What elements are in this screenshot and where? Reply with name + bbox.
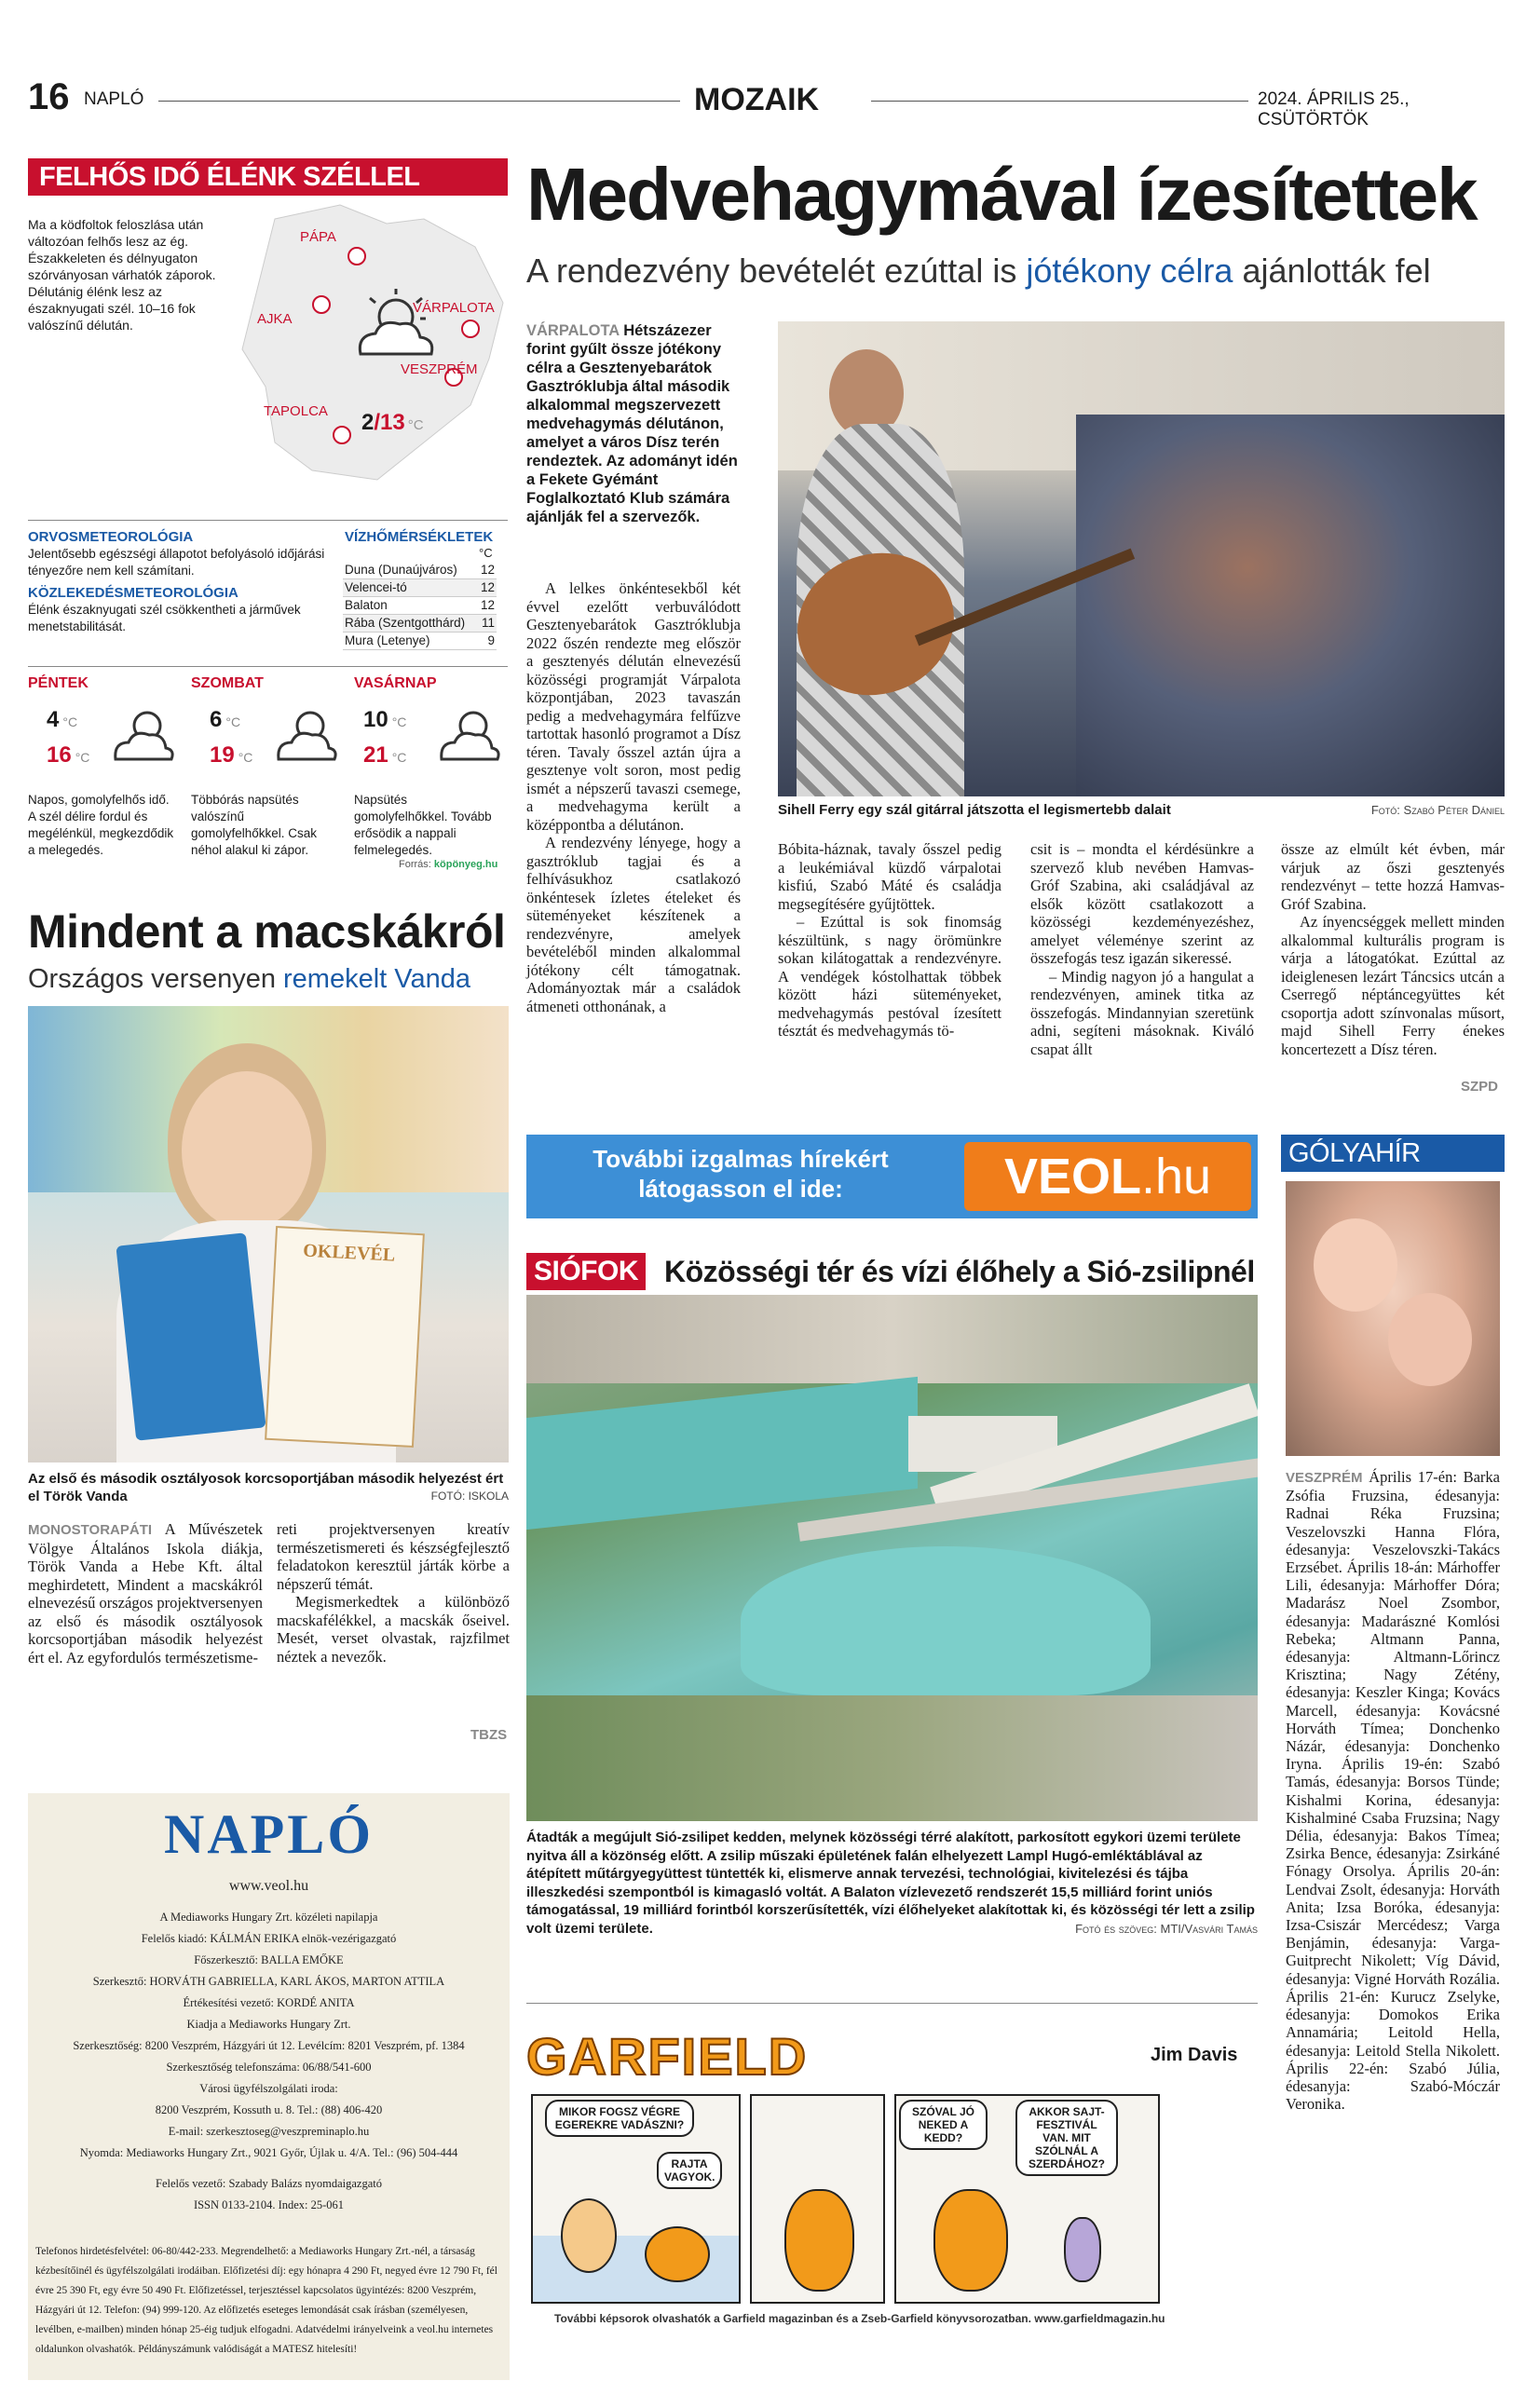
map-temperature: 2/13 °C [361, 410, 424, 435]
water-unit: °C [479, 546, 493, 560]
water-table [343, 561, 497, 650]
siofok-caption: Átadták a megújult Sió-zsilipet kedden, melynek közösségi térré alakított, parkosított egykori üzemi területe nyitva áll a közönség előtt. A zsilip műszaki épületének falán elhelyezett Lampl Hugó-emléktáblával az átépített műtárgyegyüttest tüntették ki, elismerve annak tervezési, technológiai, kivitelezési és tájba illeszkedési szempontból is kimagasló voltát. A Balaton vízlevezető rendszerét 15,5 milliárd forint uniós támogatással, 19 milliárd forintból korszerűsítették, vízi élőhelyeket alakítottak ki, és közösségi tér lett a zsilip volt üzemi területe. Fotó és szöveg: MTI/Vasvári Tamás [526, 1830, 1258, 1937]
forecast-day: PÉNTEK 4 °C 16 °C Napos, gomolyfelhős idő. A szél délire fordul és megélénkül, megkezdődik a melegedés. [28, 675, 182, 862]
orvos-title: ORVOSMETEOROLÓGIA [28, 529, 194, 545]
speech-bubble: SZÓVAL JÓ NEKED A KEDD? [899, 2100, 988, 2150]
weather-panel [28, 158, 508, 880]
table-row: Balaton 12 [345, 598, 495, 612]
weather-title: FELHŐS IDŐ ÉLÉNK SZÉLLEL [28, 158, 508, 196]
cats-subhead: Országos versenyen remekelt Vanda [28, 964, 470, 994]
babies-photo [1286, 1181, 1500, 1456]
map-city-papa: PÁPA [300, 229, 336, 245]
comic-panel [750, 2094, 885, 2304]
speech-bubble: MIKOR FOGSZ VÉGRE EGEREKRE VADÁSZNI? [545, 2100, 694, 2137]
sun-cloud-icon [438, 703, 503, 769]
main-subhead: A rendezvény bevételét ezúttal is jótékony célra ajánlották fel [526, 252, 1431, 290]
concert-photo [778, 321, 1505, 796]
paper-name: NAPLÓ [84, 89, 144, 109]
table-row: Velencei-tó 12 [345, 580, 495, 594]
forecast-day: SZOMBAT 6 °C 19 °C Többórás napsütés valószínű gomolyfelhőkkel. Csak néhol alakul ki zápor. [191, 675, 345, 862]
cats-photo [28, 1006, 509, 1462]
sun-cloud-icon [112, 703, 177, 769]
main-col-1: A lelkes önkéntesekből két évvel ezelőtt verbuválódott Gesztenyebarátok Gasztróklubja 2022 őszén rendezte meg először a gesztenyés délután elnevezésű közösségi programját Várpalota központjában, 2023 tavaszán pedig a medvehagymára felfűzve tartottak hasonló programot a Dísz téren. Tavaly ősszel aztán újra a gesztenye volt soron, most pedig ismét a népszerű tavaszi csemege, a medvehagyma került a középpontba a délutánon. A rendezvény lényege, hogy a gasztróklub tagjai és a felhívásukhoz csatlakozó önkéntesek ízletes ételeket és süteményeket készítenek a rendezvényre, amelyek bevételéből minden alkalommal jótékony célt támogatnak. Adományoztak már a családok átmeneti otthonának, a [526, 579, 741, 1015]
kozl-title: KÖZLEKEDÉSMETEOROLÓGIA [28, 585, 238, 601]
orvos-text: Jelentősebb egészségi állapotot befolyásoló időjárási tényezőre nem kell számítani. [28, 547, 325, 578]
cats-col-2: reti projektversenyen kreatív természetismereti és készségfejlesztő feladatokon keresztül járták körbe a népszerű témát. Megismerkedtek a különböző macskafélékkel, a macskák őseivel. Mesét, verset olvastak, rajzfilmet néztek a nevezők. [277, 1520, 510, 1666]
cats-signature: TBZS [470, 1727, 508, 1743]
speech-bubble: RAJTA VAGYOK. [657, 2152, 722, 2189]
veol-promo-banner[interactable]: További izgalmas hírekért látogasson el ide: VEOL.hu [526, 1135, 1258, 1218]
concert-caption: Sihell Ferry egy szál gitárral játszotta el legismertebb dalait Fotó: Szabó Péter Dániel [778, 802, 1505, 818]
sun-cloud-icon [275, 703, 340, 769]
table-row: Rába (Szentgotthárd) 11 [345, 616, 495, 630]
speech-bubble: AKKOR SAJT-FESZTIVÁL VAN. MIT SZÓLNÁL A SZERDÁHOZ? [1015, 2100, 1118, 2176]
table-row: Mura (Letenye) 9 [345, 633, 495, 647]
siofok-headline: Közösségi tér és vízi élőhely a Sió-zsilipnél [664, 1255, 1255, 1288]
weather-intro: Ma a ködfoltok feloszlása után változóan felhős lesz az ég. Északkeleten és délnyugaton szórványosan várhatók záporok. Délutánig élénk lesz az északnyugati szél. 10–16 fok valószínű délután. [28, 217, 216, 333]
page-header [28, 76, 1498, 129]
cats-headline: Mindent a macskákról [28, 905, 506, 958]
imprint-logo: NAPLÓ [164, 1803, 374, 1865]
main-col-4: össze az elmúlt két évben, már várjuk az őszi gesztenyés rendezvényt – tette hozzá Hamvas-Gróf Szabina. Az ínyencséggek mellett minden alkalommal kulturális program is várja a látogatókat. Ezúttal az ideiglenesen lezárt Táncsics utcán a Cserregő néptáncegyüttes két csoportja adott színvonalas műsort, majd Sihell Ferry énekes koncertezett a Dísz téren. [1281, 840, 1505, 1058]
forecast-day: VASÁRNAP 10 °C 21 °C Napsütés gomolyfelhőkkel. Tovább erősödik a nappali felmelegedés. [354, 675, 508, 862]
water-title: VÍZHŐMÉRSÉKLETEK [345, 529, 494, 545]
golya-panel [1281, 1135, 1505, 2374]
main-lead: VÁRPALOTA Hétszázezer forint gyűlt össze jótékony célra a Gesztenyebarátok Gasztróklubja által második alkalommal megszervezett medvehagymás délutánon, amelyet a város Dísz terén rendeztek. Az adományt idén a Fekete Gyémánt Foglalkoztató Klub számára ajánlják fel a szervezők. [526, 322, 738, 525]
map-city-veszprem: VESZPRÉM [401, 361, 478, 377]
golya-text: VESZPRÉM Április 17-én: Barka Zsófia Fruzsina, édesanyja: Radnai Réka Fruzsina; Veszelovszki Hanna Flóra, édesanyja: Veszelovszki-Takács Erzsébet. Április 18-án: Márhoffer Lili, édesanyja: Márhoffer Dóra; Madarász Noel Zsombor, édesanyja: Madarászné Komlósi Rebeka; Altmann Panna, édesanyja: Altmann-Lőrincz Krisztina; Nagy Zétény, édesanyja: Keszler Kinga; Kovács Marcell, édesanyja: Kovácsné Horváth Tímea; Donchenko Názár, édesanyja: Donchenko Iryna. Április 19-én: Szabó Tamás, édesanyja: Borsos Tünde; Kishalmi Korina, édesanyja: Kishalminé Csaba Fruzsina; Nagy Délia, édesanyja: Bakos Tímea; Zsirka Bence, édesanyja: Zsirkáné Fónagy Orsolya. Április 20-án: Lendvai Zsolt, édesanyja: Horváth Anita; Izsa Boróka, édesanyja: Izsa-Csiszár Mercédesz; Varga Benjámin, édesanyja: Varga-Guitprecht Nikolett; Víg Dávid, édesanyja: Vigné Horváth Rozália. Április 21-én: Kurucz Zselyke, édesanyja: Domokos Erika Annamária; Leitold Hella, édesanyja: Leitold Stella Nikolett. Április 22-én: Szabó Júlia, édesanyja: Szabó-Móczár Veronika. [1286, 1468, 1500, 2114]
cats-caption: Az első és második osztályosok korcsoportjában második helyezést ért el Török Vanda FOTÓ: ISKOLA [28, 1471, 509, 1504]
garfield-logo: GARFIELD [526, 2027, 809, 2086]
imprint-url: www.veol.hu [228, 1878, 309, 1894]
table-row: Duna (Dunaújváros) 12 [343, 561, 497, 578]
weather-source: Forrás: köpönyeg.hu [399, 859, 498, 870]
diploma-title: OKLEVÉL [302, 1240, 396, 1266]
garfield-strip [526, 2003, 1258, 2343]
page-number: 16 [28, 76, 70, 117]
kozl-text: Élénk északnyugati szél csökkentheti a járművek menetstabilitását. [28, 603, 301, 633]
siofok-tag: SIÓFOK [526, 1253, 646, 1290]
map-city-tapolca: TAPOLCA [264, 403, 328, 419]
section-title: MOZAIK [694, 82, 820, 117]
weather-map [238, 200, 508, 498]
imprint-box: NAPLÓ www.veol.hu A Mediaworks Hungary Zrt. közéleti napilapja Felelős kiadó: KÁLMÁN ERIKA elnök-vezérigazgató Főszerkesztő: BALLA EMŐKE Szerkesztő: HORVÁTH GABRIELLA, KARL ÁKOS, MARTON ATTILA Értékesítési vezető: KORDÉ ANITA Kiadja a Mediaworks Hungary Zrt. Szerkesztőség: 8200 Veszprém, Házgyári út 12. Levélcím: 8201 Veszprém, pf. 1384 Szerkesztőség telefonszáma: 06/88/541-600 Városi ügyfélszolgálati iroda: 8200 Veszprém, Kossuth u. 8. Tel.: (88) 406-420 E-mail: szerkesztoseg@veszpreminaplo.hu Nyomda: Mediaworks Hungary Zrt., 9021 Győr, Újlak u. 4/A. Tel.: (96) 504-444 Felelős vezető: Szabady Balázs nyomdaigazgató ISSN 0133-2104. Index: 25-061 Telefonos hirdetésfelvétel: 06-80/442-233. Megrendelhető: a Mediaworks Hungary Zrt.-nél, a társaság kézbesítőinél és ügyfélszolgálati irodáiban. Előfizetési díj: egy hónapra 4 290 Ft, negyed évre 12 790 Ft, fél évre 25 390 Ft, egy évre 50 490 Ft. Előfizetéssel, terjesztéssel kapcsolatos ügyintézés: 8200 Veszprém, Házgyári út 12. Telefon: (94) 999-120. Az előfizetés eseteges lemondását csak írásban (személyesen, levélben, e-mailben) minden hónap 25-éig tudjuk elfogadni. Adatvédelmi irányelveink a veol.hu internetes oldalunkon olvashatók. Példányszámunk valódiságát a MATESZ hitelesíti! [28, 1793, 510, 2380]
main-col-3: csit is – mondta el kérdésünkre a szervező klub nevében Hamvas-Gróf Szabina, aki családjával az elsők között csatlakozott a közösségi kezdeményezéshez, amelyet véleménye szerint az összefogás tesz igazán sikeressé. – Mindig nagyon jó a hangulat a rendezvényen, aminek titka az összefogás. Mindannyian szeretünk adni, segíteni másoknak. Kiváló csapat állt [1030, 840, 1254, 1058]
siofok-header [526, 1253, 1258, 1290]
golya-title: GÓLYAHÍR [1281, 1135, 1505, 1172]
map-city-varpalota: VÁRPALOTA [413, 300, 495, 316]
siofok-photo [526, 1295, 1258, 1821]
garfield-author: Jim Davis [1151, 2045, 1238, 2065]
main-col-2: Bóbita-háznak, tavaly ősszel pedig a leukémiával küzdő várpalotai kisfiú, Szabó Máté és családja megsegítésére gyűjtöttek. – Ezúttal is sok finomság készültünk, s nagy örömünkre sokan kilátogattak a rendezvényre. A vendégek kóstolhattak többek között házi süteményeket, medvehagymás pestóval ízesített tésztát és medvehagymás tö- [778, 840, 1001, 1040]
map-city-ajka: AJKA [257, 311, 293, 327]
veol-logo: VEOL.hu [964, 1142, 1251, 1211]
cats-col-1: MONOSTORAPÁTI A Művészetek Völgye Általános Iskola diákja, Török Vanda a Hebe Kft. által meghirdetett, Mindent a macskákról elnevezésű országos projektversenyen az első és második osztályosok korcsoportjában második helyezést ért el. Az egyfordulós természetisme- [28, 1520, 263, 1667]
garfield-footer: További képsorok olvashatók a Garfield magazinban és a Zseb-Garfield könyvsorozatban. www.garfieldmagazin.hu [554, 2312, 1165, 2325]
imprint-small: Telefonos hirdetésfelvétel: 06-80/442-233. Megrendelhető: a Mediaworks Hungary Zrt.-nél, a társaság kézbesítőinél és ügyfélszolgálati irodáiban. Előfizetési díj: egy hónapra 4 290 Ft, negyed évre 12 790 Ft, fél évre 25 390 Ft, egy évre 50 490 Ft. Előfizetéssel, terjesztéssel kapcsolatos ügyintézés: 8200 Veszprém, Házgyári út 12. Telefon: (94) 999-120. Az előfizetés eseteges lemondását csak írásban (személyesen, levélben, e-mailben) minden hónap 25-éig tudjuk elfogadni. Adatvédelmi irányelveink a veol.hu internetes oldalunkon olvashatók. Példányszámunk valódiságát a MATESZ hitelesíti! [35, 2246, 497, 2355]
main-headline: Medvehagymával ízesítettek [526, 153, 1477, 236]
main-signature: SZPD [1461, 1079, 1499, 1095]
issue-date: 2024. ÁPRILIS 25., CSÜTÖRTÖK [1258, 89, 1410, 129]
